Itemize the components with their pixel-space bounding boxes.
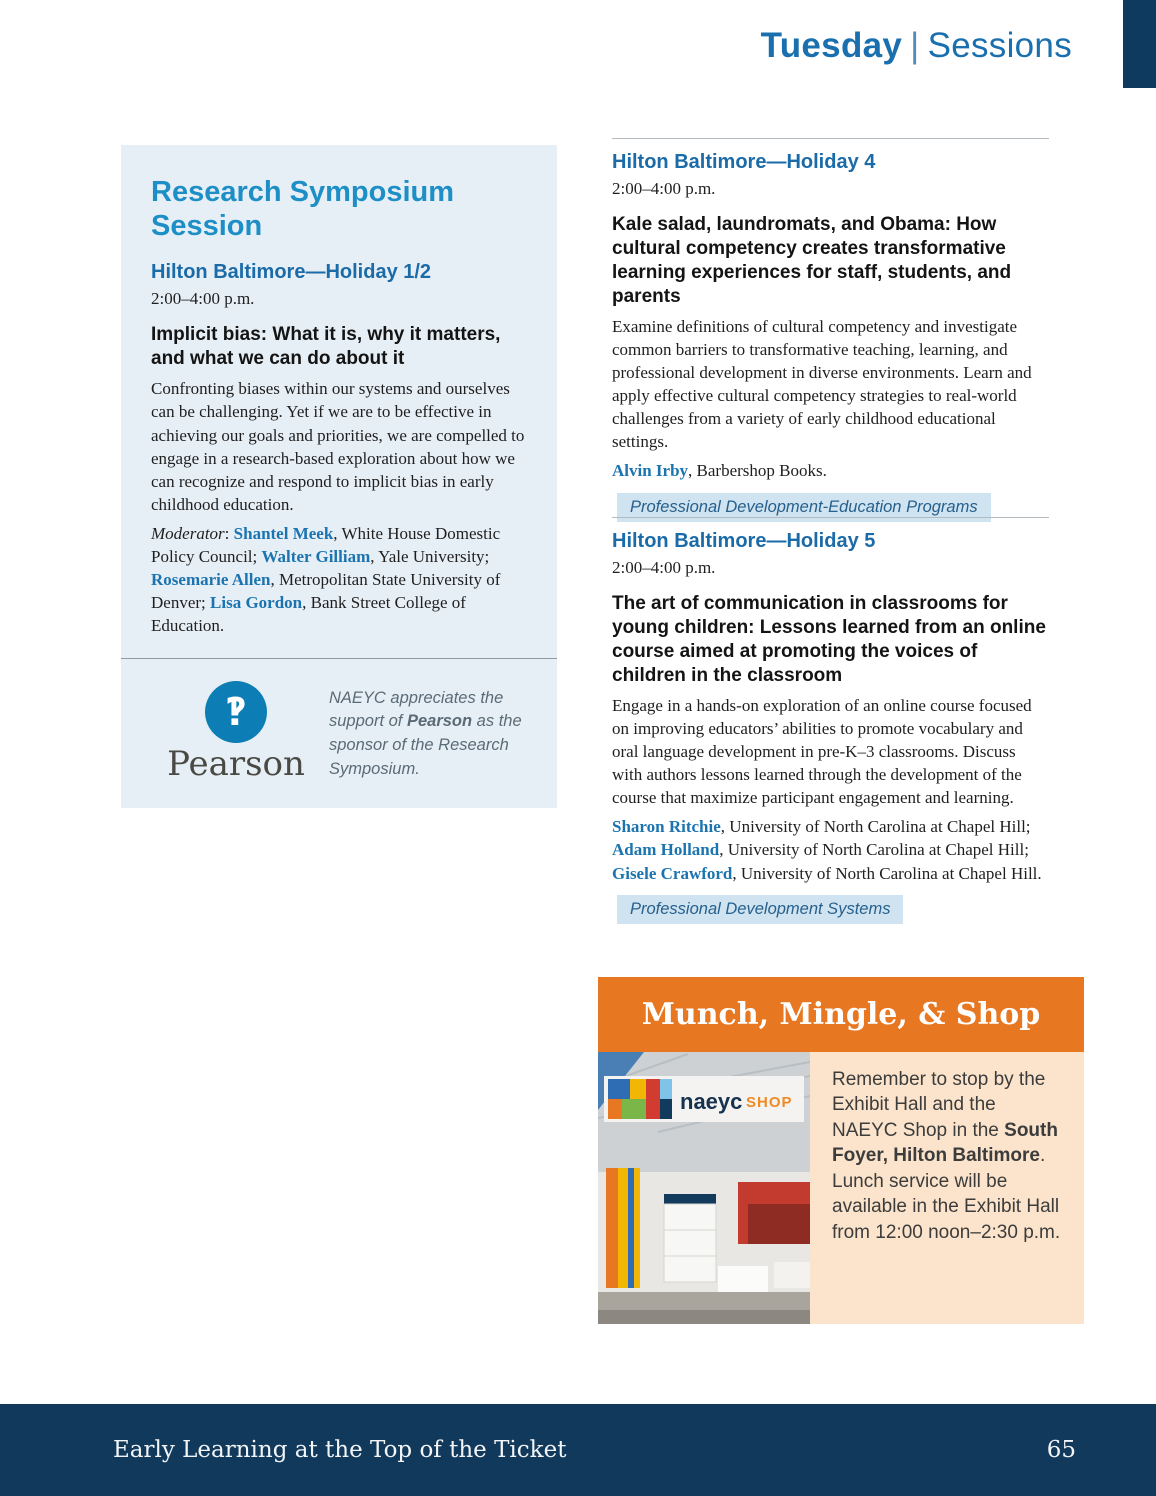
session-track-tag: Professional Development-Education Programs bbox=[617, 493, 991, 522]
text-segment: , White House Domestic Policy Council; bbox=[151, 523, 501, 567]
text-segment: Moderator bbox=[151, 523, 225, 543]
text-segment: as the sponsor of the Research Symposium. bbox=[329, 712, 522, 779]
speaker-link-shantel-meek[interactable]: Shantel Meek bbox=[233, 523, 334, 543]
text-segment: South Foyer, Hilton Baltimore bbox=[832, 1119, 1058, 1167]
page-footer bbox=[0, 1404, 1156, 1496]
pearson-wordmark: Pearson bbox=[167, 743, 305, 784]
naeyc-shop-photo bbox=[598, 1052, 810, 1324]
sponsor-block bbox=[151, 681, 527, 784]
session-holiday-5 bbox=[612, 517, 1049, 924]
text-segment: , Bank Street College of Education. bbox=[151, 593, 466, 636]
text-segment: NAEYC appreciates the support of bbox=[329, 688, 504, 731]
session-divider bbox=[612, 517, 1049, 518]
speaker-link-sharon-ritchie[interactable]: Sharon Ritchie bbox=[612, 817, 721, 837]
session-divider bbox=[612, 138, 1049, 139]
text-segment: , University of North Carolina at Chapel Hill. bbox=[732, 863, 1042, 883]
header-separator: | bbox=[910, 26, 920, 65]
munch-mingle-shop-promo bbox=[598, 977, 1084, 1324]
promo-text bbox=[810, 1052, 1084, 1324]
pearson-interrobang-icon: ‽ bbox=[205, 681, 267, 743]
text-segment: , Barbershop Books. bbox=[688, 461, 827, 481]
speaker-link-alvin-irby[interactable]: Alvin Irby bbox=[612, 461, 689, 481]
session-time: 2:00–4:00 p.m. bbox=[612, 558, 716, 577]
speaker-link-gisele-crawford[interactable]: Gisele Crawford bbox=[612, 863, 733, 883]
session-location: Hilton Baltimore—Holiday 4 bbox=[612, 151, 876, 173]
text-segment: , University of North Carolina at Chapel Hill; bbox=[720, 817, 1031, 837]
text-segment: , Yale University; bbox=[370, 547, 490, 567]
header-day: Tuesday bbox=[760, 26, 903, 65]
text-segment: Pearson bbox=[406, 712, 473, 731]
symposium-moderators bbox=[151, 522, 527, 638]
session-description: Examine definitions of cultural competency and investigate common barriers to transformative teaching, learning, and professional development in diverse environments. Learn and apply effective cultural competency strategies to real-world challenges from a variety of early childhood educational settings. bbox=[612, 316, 1032, 452]
text-segment: , Metropolitan State University of Denver; bbox=[151, 570, 501, 613]
photo-shop-banner-text: SHOP bbox=[746, 1094, 793, 1111]
page-header bbox=[761, 26, 1072, 66]
symposium-session-title: Implicit bias: What it is, why it matters, and what we can do about it bbox=[151, 324, 501, 370]
corner-accent-block bbox=[1123, 0, 1156, 88]
research-symposium-panel bbox=[121, 145, 557, 808]
text-segment: , University of North Carolina at Chapel Hill; bbox=[719, 840, 1029, 860]
speaker-link-walter-gilliam[interactable]: Walter Gilliam bbox=[261, 547, 371, 567]
promo-title: Munch, Mingle, & Shop bbox=[598, 977, 1084, 1052]
symposium-description: Confronting biases within our systems and ourselves can be challenging. Yet if we are to be effective in achieving our goals and priorities, we are compelled to engage in a research-based exploration about how we can recognize and respond to implicit bias in early childhood education. bbox=[151, 379, 525, 514]
text-segment: . Lunch service will be available in the Exhibit Hall from 12:00 noon–2:30 p.m. bbox=[832, 1145, 1061, 1243]
session-presenters bbox=[612, 459, 1049, 482]
symposium-location: Hilton Baltimore—Holiday 1/2 bbox=[151, 261, 432, 284]
session-holiday-4 bbox=[612, 138, 1049, 522]
sponsor-note bbox=[321, 687, 527, 783]
speaker-link-lisa-gordon[interactable]: Lisa Gordon bbox=[210, 593, 303, 613]
photo-naeyc-banner-text: naeyc bbox=[680, 1089, 743, 1114]
session-title: The art of communication in classrooms for young children: Lessons learned from an online course aimed at promoting the voices of children in the classroom bbox=[612, 593, 1046, 686]
sponsor-divider bbox=[121, 658, 557, 659]
footer-tagline: Early Learning at the Top of the Ticket bbox=[113, 1437, 567, 1463]
symposium-title: Research Symposium Session bbox=[151, 176, 455, 243]
session-description: Engage in a hands-on exploration of an online course focused on improving educators’ abilities to promote vocabulary and oral language development in pre-K–3 classrooms. Discuss with authors lessons learned through the development of the course that maximize participant engagement and learning. bbox=[612, 695, 1032, 808]
footer-page-number: 65 bbox=[1046, 1437, 1076, 1463]
pearson-logo bbox=[151, 681, 321, 784]
text-segment: : bbox=[224, 523, 234, 543]
session-track-tag: Professional Development Systems bbox=[617, 895, 903, 924]
header-section: Sessions bbox=[927, 26, 1072, 65]
session-time: 2:00–4:00 p.m. bbox=[612, 179, 716, 198]
session-location: Hilton Baltimore—Holiday 5 bbox=[612, 530, 876, 552]
promo-body bbox=[598, 1052, 1084, 1324]
speaker-link-rosemarie-allen[interactable]: Rosemarie Allen bbox=[151, 570, 271, 590]
session-presenters bbox=[612, 815, 1049, 884]
session-title: Kale salad, laundromats, and Obama: How cultural competency creates transformative learning experiences for staff, students, and parents bbox=[612, 214, 1012, 307]
symposium-time: 2:00–4:00 p.m. bbox=[151, 289, 255, 309]
speaker-link-adam-holland[interactable]: Adam Holland bbox=[612, 840, 720, 860]
text-segment: Remember to stop by the Exhibit Hall and the NAEYC Shop in the bbox=[832, 1069, 1046, 1141]
